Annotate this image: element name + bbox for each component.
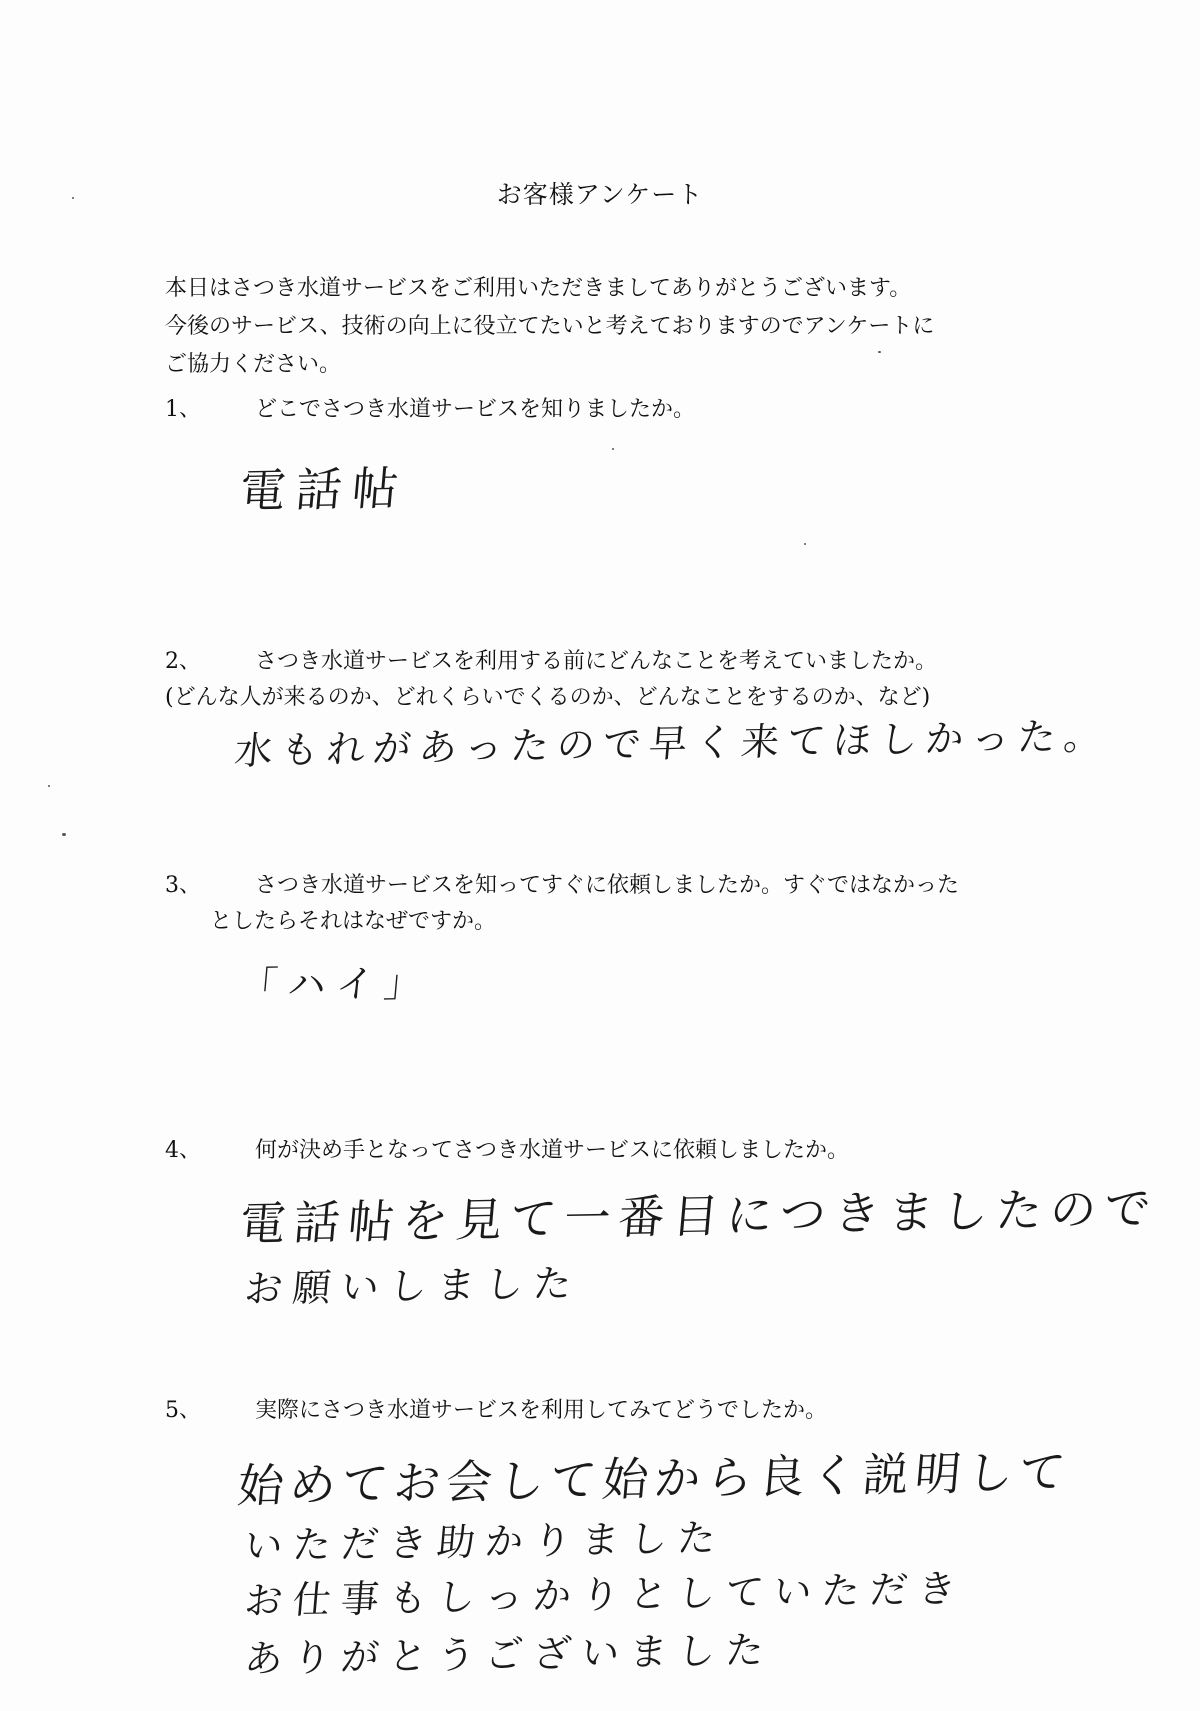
question-text: 何が決め手となってさつき水道サービスに依頼しましたか。 [255, 1138, 850, 1163]
handwritten-answer-4-line-1: 電話帖を見て一番目につきましたので [237, 1180, 1161, 1251]
question-number: 2、 [165, 649, 201, 674]
question-text: さつき水道サービスを知ってすぐに依頼しましたか。すぐではなかった [255, 873, 960, 898]
handwritten-answer-5-line-4: ありがとうございました [242, 1627, 776, 1681]
question-text: どこでさつき水道サービスを知りましたか。 [255, 397, 696, 422]
intro-paragraph [165, 270, 1085, 384]
page-title: お客様アンケート [496, 180, 704, 209]
scan-speck [48, 785, 50, 787]
question-number: 5、 [165, 1398, 201, 1423]
scan-speck [878, 351, 881, 353]
handwritten-answer-1: 電話帖 [237, 461, 411, 518]
handwritten-answer-3: 「ハイ」 [237, 960, 434, 1008]
scan-speck [804, 543, 806, 545]
handwritten-answer-2: 水もれがあったので早く来てほしかった。 [232, 713, 1112, 773]
intro-line: 本日はさつき水道サービスをご利用いただきましてありがとうございます。 [165, 276, 912, 301]
handwritten-answer-5-line-2: いただき助かりました [242, 1515, 728, 1568]
intro-line: ご協力ください。 [165, 352, 342, 377]
question-number: 1、 [165, 397, 201, 422]
handwritten-answer-5-line-3: お仕事もしっかりとしていただき [242, 1566, 968, 1623]
scan-speck [72, 197, 74, 199]
question-subtext: (どんな人が来るのか、どれくらいでくるのか、どんなことをするのか、など) [165, 685, 931, 710]
question-text: さつき水道サービスを利用する前にどんなことを考えていましたか。 [255, 649, 938, 674]
question-number: 3、 [165, 873, 201, 898]
question-number: 4、 [165, 1138, 201, 1163]
question-text-continued: としたらそれはなぜですか。 [210, 909, 497, 934]
scan-speck [612, 448, 614, 450]
scan-speck [62, 833, 66, 836]
question-text: 実際にさつき水道サービスを利用してみてどうでしたか。 [255, 1398, 828, 1423]
intro-line: 今後のサービス、技術の向上に役立てたいと考えておりますのでアンケートに [165, 314, 935, 339]
handwritten-answer-5-line-1: 始めてお会して始から良く説明して [235, 1444, 1074, 1513]
handwritten-answer-4-line-2: お願いしました [242, 1261, 584, 1311]
